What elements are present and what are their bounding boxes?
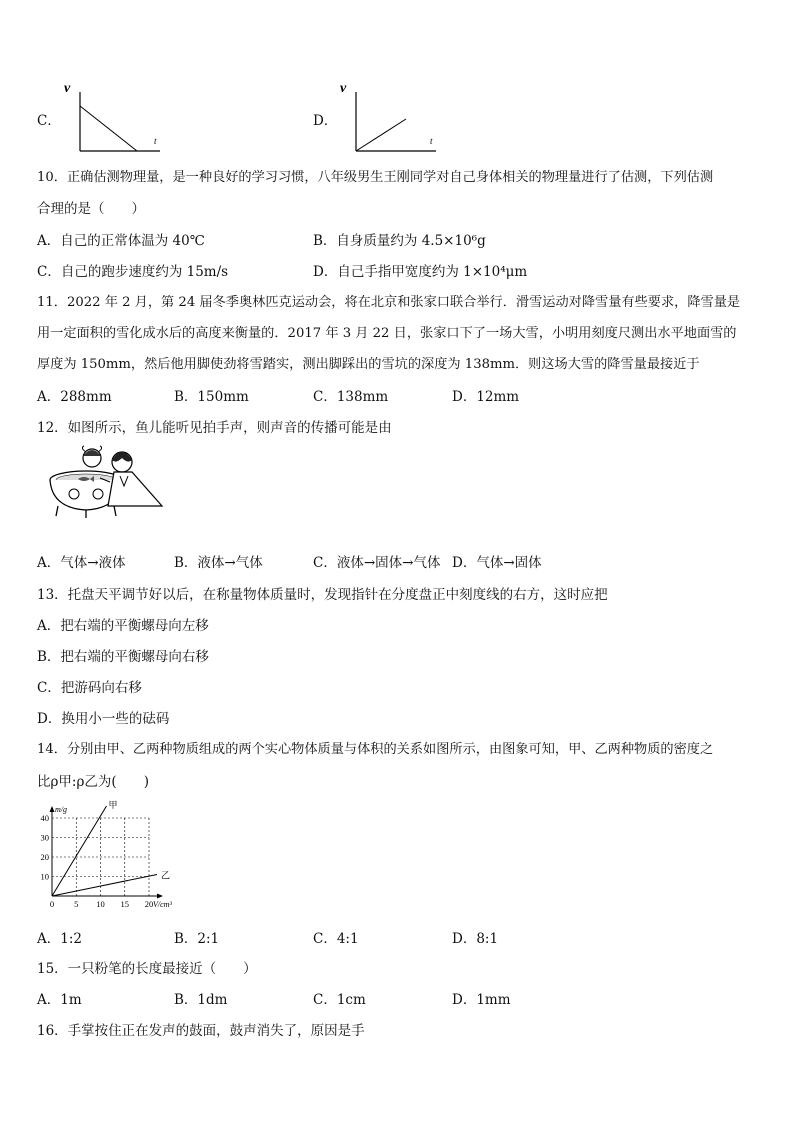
q13-option-b[interactable]: B．把右端的平衡螺母向右移: [37, 649, 209, 665]
q9d-axis-t: t: [430, 136, 433, 146]
q9c-axis-v: v: [64, 81, 71, 96]
q10-option-b[interactable]: B．自身质量约为 4.5×10⁶g: [313, 233, 486, 249]
chart-y-label: m/g: [55, 805, 67, 814]
q11-option-c[interactable]: C．138mm: [313, 389, 389, 405]
q13-option-d[interactable]: D．换用小一些的砝码: [37, 711, 170, 727]
q14-mass-volume-chart: [32, 800, 202, 914]
chart-y-tick-label: 40: [40, 813, 49, 823]
chart-y-tick-label: 10: [40, 871, 49, 882]
q14-stem-line1: 14．分别由甲、乙两种物质组成的两个实心物体质量与体积的关系如图所示，由图象可知，甲、乙两种物质的密度之: [37, 742, 714, 757]
q12-option-c[interactable]: C．液体→固体→气体: [313, 555, 441, 571]
q11-option-a[interactable]: A．288mm: [37, 389, 112, 405]
q10-stem-line1: 10．正确估测物理量，是一种良好的学习习惯，八年级男生王刚同学对自己身体相关的物理量进行了估测，下列估测: [37, 170, 714, 185]
q9c-axis-t: t: [154, 136, 157, 146]
q15-option-c[interactable]: C．1cm: [313, 992, 366, 1008]
chart-x-label: V/cm³: [153, 900, 172, 909]
q10-option-d[interactable]: D．自己手指甲宽度约为 1×10⁴μm: [313, 264, 528, 280]
chart-grid: [52, 818, 149, 896]
q16-stem-line1: 16．手掌按住正在发声的鼓面，鼓声消失了，原因是手: [37, 1023, 365, 1039]
q9-option-d-label: D．: [313, 113, 338, 129]
q9-option-c-graph: [64, 80, 164, 155]
q11-stem-line1: 11．2022 年 2 月，第 24 届冬季奥林匹克运动会，将在北京和张家口联合举行．滑雪运动对降雪量有些要求，降雪量是: [37, 295, 741, 310]
chart-y-tick-label: 30: [40, 832, 49, 843]
chart-series-line: [52, 806, 107, 896]
q15-option-b[interactable]: B．1dm: [174, 992, 228, 1008]
q11-option-b[interactable]: B．150mm: [174, 389, 249, 405]
q11-option-d[interactable]: D．12mm: [452, 389, 520, 405]
q15-stem-line1: 15．一只粉笔的长度最接近（ ）: [37, 961, 257, 977]
chart-x-tick-label: 15: [120, 899, 129, 909]
q12-option-a[interactable]: A．气体→液体: [37, 555, 126, 571]
chart-series-label: 乙: [161, 870, 171, 881]
q10-stem-line2: 合理的是（ ）: [37, 201, 145, 217]
chart-series-label: 甲: [108, 800, 118, 810]
q12-option-d[interactable]: D．气体→固体: [452, 555, 542, 571]
chart-x-axis-arrow: [157, 894, 163, 899]
q11-stem-line2: 用一定面积的雪化成水后的高度来衡量的．2017 年 3 月 22 日，张家口下了一场大雪，小明用刻度尺测出水平地面雪的: [37, 326, 737, 341]
q14-option-a[interactable]: A．1:2: [37, 931, 82, 947]
q13-option-a[interactable]: A．把右端的平衡螺母向左移: [37, 618, 209, 634]
chart-series-line: [52, 875, 157, 897]
q10-option-c[interactable]: C．自己的跑步速度约为 15m/s: [37, 264, 229, 280]
q9d-axis-v: v: [340, 81, 347, 96]
q10-option-a[interactable]: A．自己的正常体温为 40℃: [37, 233, 205, 249]
q13-stem-line1: 13．托盘天平调节好以后，在称量物体质量时，发现指针在分度盘正中刻度线的右方，这时应把: [37, 587, 608, 603]
q15-option-a[interactable]: A．1m: [37, 992, 82, 1008]
chart-x-tick-label: 20: [144, 899, 154, 909]
chart-x-tick-label: 10: [96, 899, 105, 909]
chart-y-tick-label: 20: [40, 852, 49, 862]
chart-y-axis-arrow: [50, 806, 55, 812]
chart-x-tick-label: 0: [49, 899, 55, 909]
chart-x-tick-label: 5: [74, 899, 79, 909]
q14-stem-line2: 比ρ甲:ρ乙为( ): [37, 774, 149, 790]
q12-option-b[interactable]: B．液体→气体: [174, 555, 263, 571]
q15-option-d[interactable]: D．1mm: [452, 992, 511, 1008]
q14-option-b[interactable]: B．2:1: [174, 931, 220, 947]
q9-option-d-graph: [340, 80, 440, 155]
q9-option-c-label: C．: [37, 113, 61, 129]
q14-option-d[interactable]: D．8:1: [452, 931, 499, 947]
q12-illustration: [44, 446, 174, 526]
q13-option-c[interactable]: C．把游码向右移: [37, 680, 142, 696]
q11-stem-line3: 厚度为 150mm，然后他用脚使劲将雪踏实，测出脚踩出的雪坑的深度为 138mm．则这场大雪的降雪量最接近于: [37, 357, 700, 372]
q12-stem-line1: 12．如图所示，鱼儿能听见拍手声，则声音的传播可能是由: [37, 420, 392, 436]
q14-option-c[interactable]: C．4:1: [313, 931, 359, 947]
